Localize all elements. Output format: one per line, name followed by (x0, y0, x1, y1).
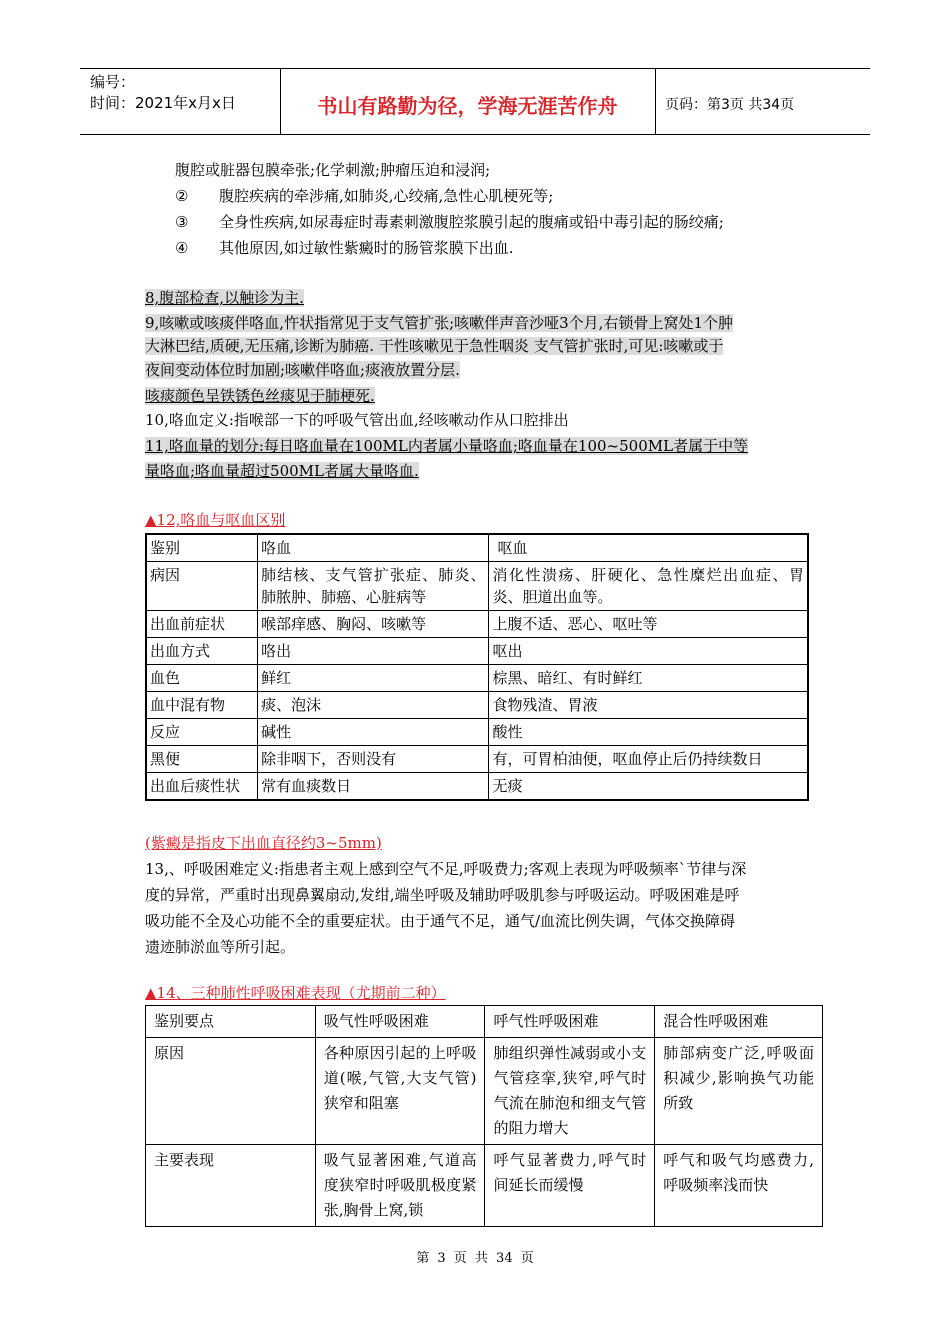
item-9-line: 咳痰颜色呈铁锈色丝痰见于肺梗死. (145, 387, 375, 405)
item-12-title: ▲12,咯血与呕血区别 (145, 511, 286, 529)
table-cell: 呕出 (489, 638, 808, 665)
table-row (146, 562, 808, 611)
table-header-cell: 吸气性呼吸困难 (315, 1006, 485, 1038)
table-row (146, 665, 808, 692)
item-9-line: 夜间变动体位时加剧;咳嗽伴咯血;痰液放置分层. (145, 361, 460, 379)
table-cell: 反应 (146, 719, 258, 746)
table-cell: 原因 (146, 1038, 316, 1145)
table-cell: 出血前症状 (146, 611, 258, 638)
item-11-line: 量咯血;咯血量超过500ML者属大量咯血. (145, 462, 419, 480)
item-13-line: 13,、呼吸困难定义:指患者主观上感到空气不足,呼吸费力;客观上表现为呼吸频率`节律与深 (145, 860, 747, 878)
header-meta (90, 72, 236, 114)
table-cell: 病因 (146, 562, 258, 611)
table-cell: 除非咽下，否则没有 (258, 746, 489, 773)
table-cell: 喉部痒感、胸闷、咳嗽等 (258, 611, 489, 638)
header-rule-top (80, 68, 870, 69)
table-cell: 咯出 (258, 638, 489, 665)
table-header-cell: 鉴别要点 (146, 1006, 316, 1038)
table-row (146, 746, 808, 773)
dyspnea-table (145, 1005, 823, 1227)
table-cell: 呼气和吸气均感费力,呼吸频率浅而快 (655, 1145, 823, 1227)
table-cell: 肺结核、支气管扩张症、肺炎、肺脓肿、肺癌、心脏病等 (258, 562, 489, 611)
intro-line: ② 腹腔疾病的牵涉痛,如肺炎,心绞痛,急性心肌梗死等; (175, 187, 554, 205)
table-row (146, 719, 808, 746)
table-cell: 鲜红 (258, 665, 489, 692)
table-cell: 棕黑、暗红、有时鲜红 (489, 665, 808, 692)
table-cell: 肺部病变广泛,呼吸面积减少,影响换气功能所致 (655, 1038, 823, 1145)
table-cell: 主要表现 (146, 1145, 316, 1227)
item-14-title: ▲14、三种肺性呼吸困难表现（尤期前二种） (145, 984, 446, 1002)
table-header-row (146, 1006, 823, 1038)
table-cell: 上腹不适、恶心、呕吐等 (489, 611, 808, 638)
doc-time-label: 时间：2021年x月x日 (90, 94, 236, 112)
table-cell: 各种原因引起的上呼吸道(喉,气管,大支气管)狭窄和阻塞 (315, 1038, 485, 1145)
table-cell: 有，可胃柏油便，呕血停止后仍持续数日 (489, 746, 808, 773)
item-9-line: 大淋巴结,质硬,无压痛,诊断为肺癌. 干性咳嗽见于急性咽炎 支气管扩张时,可见:咳嗽或于 (145, 337, 724, 355)
table-row (146, 1038, 823, 1145)
table-cell: 血色 (146, 665, 258, 692)
item-11-line: 11,咯血量的划分:每日咯血量在100ML内者属小量咯血;咯血量在100~500ML者属于中等 (145, 437, 749, 455)
table-cell: 痰、泡沫 (258, 692, 489, 719)
table-header-cell: 鉴别 (146, 534, 258, 562)
table-header-cell: 呼气性呼吸困难 (485, 1006, 655, 1038)
table-header-row (146, 534, 808, 562)
table-cell: 食物残渣、胃液 (489, 692, 808, 719)
table-cell: 碱性 (258, 719, 489, 746)
header-motto: 书山有路勤为径，学海无涯苦作舟 (317, 94, 618, 118)
table-cell: 血中混有物 (146, 692, 258, 719)
table-cell: 吸气显著困难,气道高度狭窄时呼吸肌极度紧张,胸骨上窝,锁 (315, 1145, 485, 1227)
header-divider (655, 69, 656, 134)
table-row (146, 1145, 823, 1227)
table-cell: 出血方式 (146, 638, 258, 665)
table-cell: 消化性溃疡、肝硬化、急性糜烂出血症、胃炎、胆道出血等。 (489, 562, 808, 611)
table-cell: 常有血痰数日 (258, 773, 489, 801)
table-cell: 肺组织弹性减弱或小支气管痉挛,狭窄,呼气时气流在肺泡和细支气管的阻力增大 (485, 1038, 655, 1145)
table-header-cell: 混合性呼吸困难 (655, 1006, 823, 1038)
table-header-cell: 呕血 (489, 534, 808, 562)
item-8: 8,腹部检查,以触诊为主. (145, 289, 304, 307)
table-row (146, 773, 808, 801)
item-13-line: 遗迹肺淤血等所引起。 (145, 938, 296, 956)
item-13-line: 吸功能不全及心功能不全的重要症状。由于通气不足，通气/血流比例失调，气体交换障碍 (145, 912, 736, 930)
hemoptysis-hematemesis-table (145, 533, 809, 801)
table-cell: 无痰 (489, 773, 808, 801)
item-10: 10,咯血定义:指喉部一下的呼吸气管出血,经咳嗽动作从口腔排出 (145, 411, 569, 429)
intro-line: ④ 其他原因,如过敏性紫癜时的肠管浆膜下出血. (175, 239, 514, 257)
intro-line: 腹腔或脏器包膜牵张;化学刺激;肿瘤压迫和浸润; (175, 161, 491, 179)
table-cell: 酸性 (489, 719, 808, 746)
page-footer: 第 3 页 共 34 页 (416, 1251, 534, 1266)
table-cell: 出血后痰性状 (146, 773, 258, 801)
doc-number-label: 编号： (90, 73, 136, 91)
header-page-label: 页码：第3页 共34页 (665, 97, 795, 113)
table-cell: 呼气显著费力,呼气时间延长而缓慢 (485, 1145, 655, 1227)
purpura-note: (紫癜是指皮下出血直径约3~5mm) (145, 834, 382, 852)
table-cell: 黑便 (146, 746, 258, 773)
table-header-cell: 咯血 (258, 534, 489, 562)
table-row (146, 692, 808, 719)
intro-line: ③ 全身性疾病,如尿毒症时毒素刺激腹腔浆膜引起的腹痛或铅中毒引起的肠绞痛; (175, 213, 724, 231)
header-rule-bottom (80, 134, 870, 135)
table-row (146, 611, 808, 638)
item-9-line: 9,咳嗽或咳痰伴咯血,忤状指常见于支气管扩张;咳嗽伴声音沙哑3个月,右锁骨上窝处1个肿 (145, 314, 733, 332)
table-row (146, 638, 808, 665)
item-13-line: 度的异常，严重时出现鼻翼扇动,发绀,端坐呼吸及辅助呼吸肌参与呼吸运动。呼吸困难是呼 (145, 886, 740, 904)
